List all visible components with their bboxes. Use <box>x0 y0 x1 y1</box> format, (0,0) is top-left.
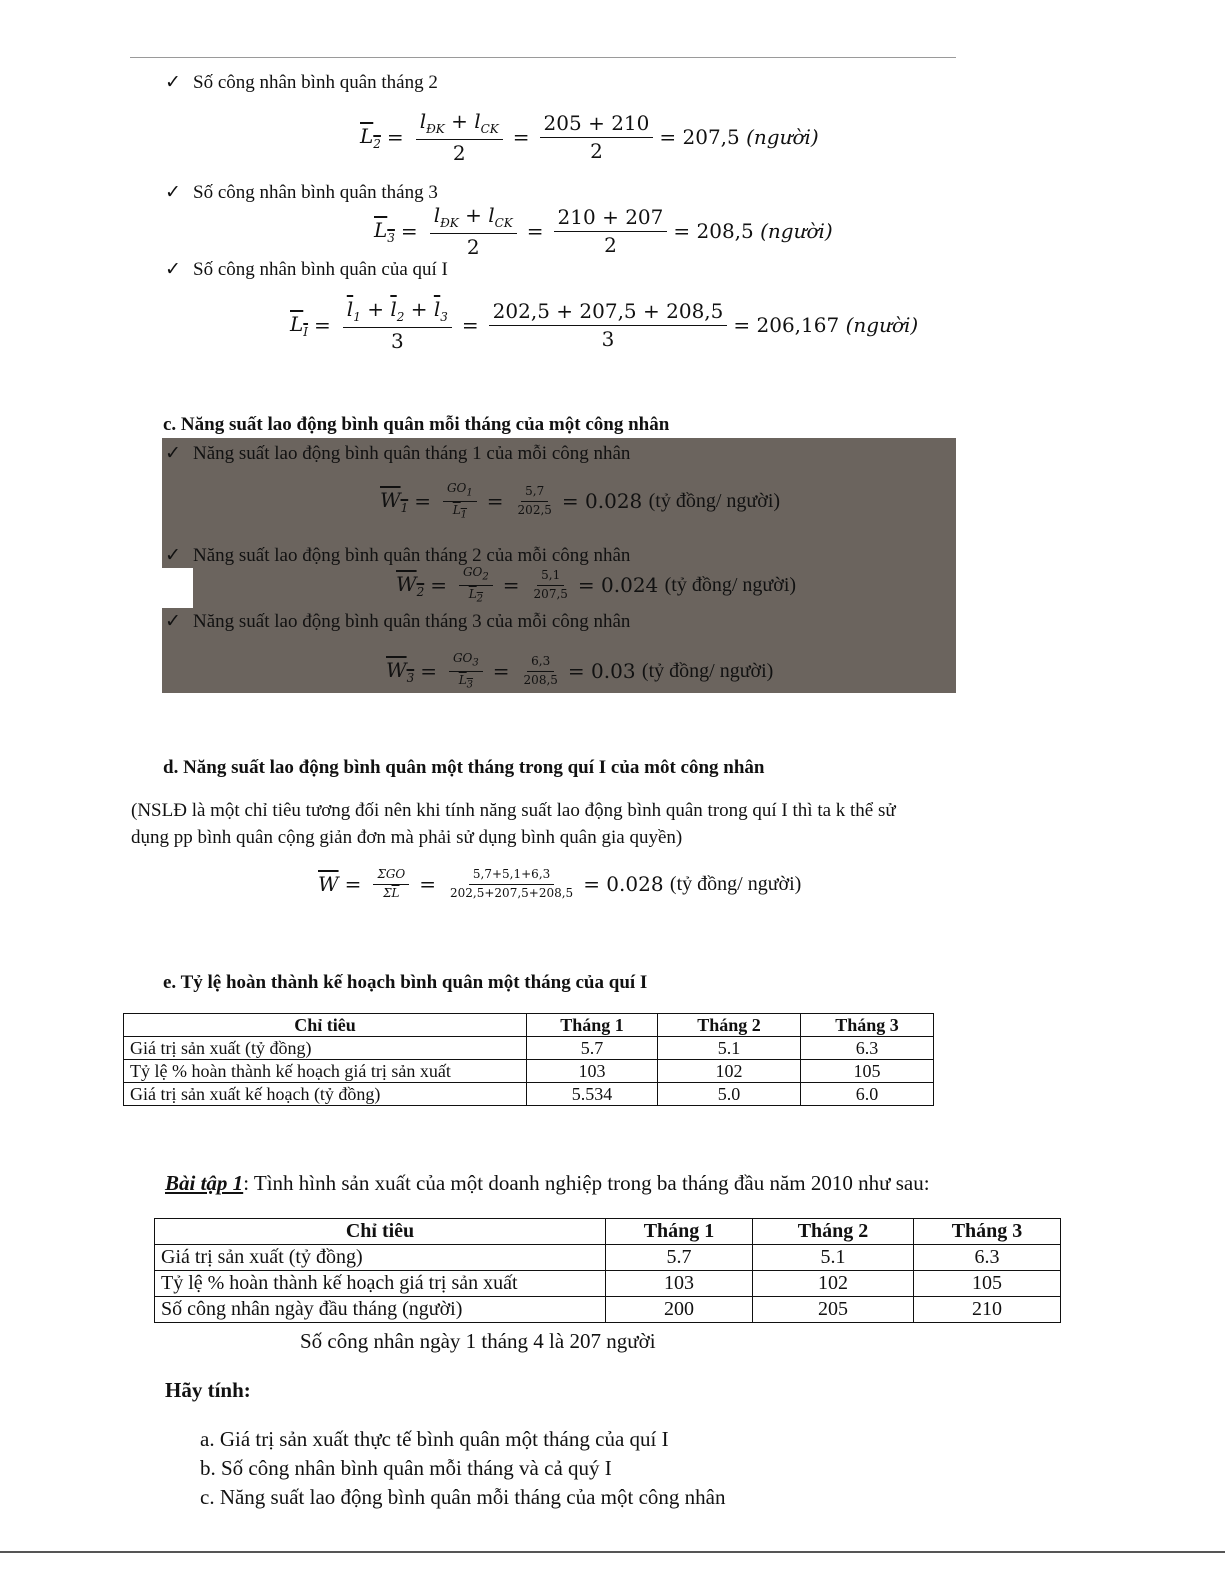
plan-completion-table <box>123 1013 934 1106</box>
equation-W3: $W_3$ = $\frac{GO_3}{L_3}$ = $\frac{6,3}{208,5}$ = 0.03 (tỷ đồng/ người) <box>386 651 774 691</box>
check-icon: ✓ <box>165 545 181 566</box>
eq-frac-symbolic: $\frac{l_{ĐK} + l_{CK}}{2}$ <box>416 110 503 165</box>
eq-result: = 208,5 <box>673 219 754 244</box>
exercise-note: Số công nhân ngày 1 tháng 4 là 207 người <box>300 1329 656 1353</box>
exercise-title: Bài tập 1 <box>165 1171 244 1195</box>
section-d-heading: d. Năng suất lao động bình quân một tháng trong quí I của môt công nhân <box>163 757 765 778</box>
section-e-heading: e. Tỷ lệ hoàn thành kế hoạch bình quân một tháng của quí I <box>163 972 648 993</box>
eq-lhs: $L_2$ <box>360 123 381 151</box>
task-a: a. Giá trị sản xuất thực tế bình quân một tháng của quí I <box>200 1427 669 1451</box>
equation-W-quarter: $\overline{W}$ = $\frac{\text{ΣGO}}{\Sigma\overline{L}}$ = $\frac{5,7+5,1+6,3}{202,5+207,5+208,5}$ = 0.028 (tỷ đồng/ người) <box>318 867 802 900</box>
section-d-note-line2: dụng pp bình quân cộng giản đơn mà phải sử dụng bình quân gia quyền) <box>131 827 683 848</box>
section-d-note-line1: (NSLĐ là một chỉ tiêu tương đối nên khi tính năng suất lao động bình quân trong quí I thì ta k thể sử <box>131 800 896 821</box>
check-icon: ✓ <box>165 72 181 93</box>
header-rule <box>130 57 956 58</box>
equation-W2: $W_2$ = $\frac{GO_2}{L_2}$ = $\frac{5,1}{207,5}$ = 0.024 (tỷ đồng/ người) <box>396 565 797 605</box>
eq-result: = 207,5 <box>659 125 740 150</box>
equation-L3: $L_3$ = $\frac{l_{ĐK} + l_{CK}}{2}$ = $\frac{210 + 207}{2}$ = 208,5 (người) <box>374 203 833 259</box>
equation-L2: $L_2$ = $\frac{l_{ĐK} + l_{CK}}{2}$ = $\frac{205 + 210}{2}$ = 207,5 (người) <box>360 109 819 165</box>
bullet-c-month1: ✓ Năng suất lao động bình quân tháng 1 của mỗi công nhân <box>165 443 631 464</box>
bullet-month3: ✓ Số công nhân bình quân tháng 3 <box>165 182 438 203</box>
exercise-title-line: Bài tập 1: Tình hình sản xuất của một doanh nghiệp trong ba tháng đầu năm 2010 như sau: <box>165 1171 930 1195</box>
table-row: Tỷ lệ % hoàn thành kế hoạch giá trị sản xuất 103 102 105 <box>124 1060 934 1083</box>
exercise-table <box>154 1218 1061 1323</box>
check-icon: ✓ <box>165 259 181 280</box>
task-heading: Hãy tính: <box>165 1378 251 1402</box>
check-icon: ✓ <box>165 182 181 203</box>
bullet-month2: ✓ Số công nhân bình quân tháng 2 <box>165 72 438 93</box>
eq-result: = 206,167 <box>733 313 840 338</box>
table-header-row: Chỉ tiêu Tháng 1 Tháng 2 Tháng 3 <box>155 1219 1061 1245</box>
table-row: Số công nhân ngày đầu tháng (người) 200 205 210 <box>155 1297 1061 1323</box>
table-row: Giá trị sản xuất (tỷ đồng) 5.7 5.1 6.3 <box>124 1037 934 1060</box>
bullet-c-month3: ✓ Năng suất lao động bình quân tháng 3 của mỗi công nhân <box>165 611 631 632</box>
task-b: b. Số công nhân bình quân mỗi tháng và cả quý I <box>200 1456 612 1480</box>
equation-W1: $W_1$ = $\frac{GO_1}{L_1}$ = $\frac{5,7}{202,5}$ = 0.028 (tỷ đồng/ người) <box>380 481 781 521</box>
footer-rule <box>0 1551 1225 1553</box>
equation-LI: $L_I$ = $\frac{\overline{l}_1 + \overline{l}_2 + \overline{l}_3}{3}$ = $\frac{202,5 + 207,5 + 208,5}{3}$ = 206,167 (người) <box>290 297 919 353</box>
bullet-c-month2: ✓ Năng suất lao động bình quân tháng 2 của mỗi công nhân <box>165 545 631 566</box>
check-icon: ✓ <box>165 443 181 464</box>
table-header-row: Chỉ tiêu Tháng 1 Tháng 2 Tháng 3 <box>124 1014 934 1037</box>
eq-frac-numeric: $\frac{205 + 210}{2}$ <box>540 112 654 163</box>
table-row: Giá trị sản xuất kế hoạch (tỷ đồng) 5.534 5.0 6.0 <box>124 1083 934 1106</box>
table-row: Tỷ lệ % hoàn thành kế hoạch giá trị sản xuất 103 102 105 <box>155 1271 1061 1297</box>
check-icon: ✓ <box>165 611 181 632</box>
task-c: c. Năng suất lao động bình quân mỗi tháng của một công nhân <box>200 1485 726 1509</box>
bullet-quarter: ✓ Số công nhân bình quân của quí I <box>165 259 448 280</box>
table-row: Giá trị sản xuất (tỷ đồng) 5.7 5.1 6.3 <box>155 1245 1061 1271</box>
section-c-heading: c. Năng suất lao động bình quân mỗi tháng của một công nhân <box>163 414 670 435</box>
